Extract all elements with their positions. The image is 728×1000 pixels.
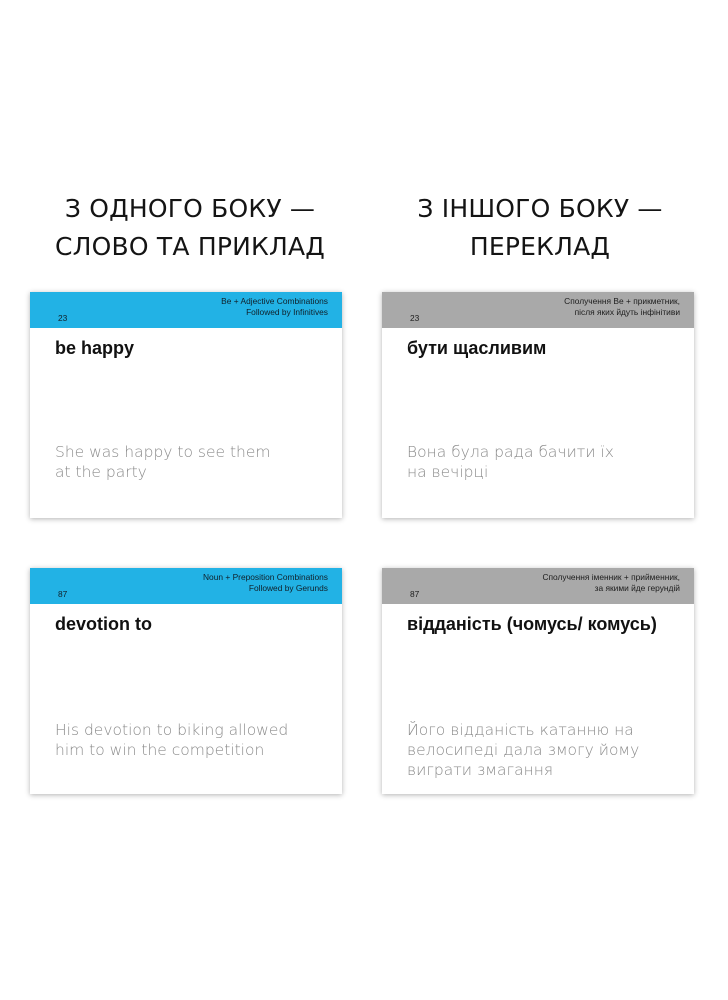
example-line: Вона була рада бачити їх — [407, 443, 614, 461]
flashcard-english-devotion-to — [30, 568, 342, 794]
category-line: після яких йдуть інфінітиви — [574, 307, 680, 317]
card-term: devotion to — [55, 614, 152, 634]
card-header — [382, 292, 694, 328]
heading-line: З ОДНОГО БОКУ — — [64, 194, 316, 223]
card-category — [221, 296, 328, 318]
heading-line: ПЕРЕКЛАД — [469, 232, 611, 261]
category-line: Сполучення іменник + прийменник, — [542, 572, 680, 582]
flashcard-translation-devotion-to — [382, 568, 694, 794]
example-line: виграти змагання — [407, 761, 554, 779]
card-category — [542, 572, 680, 594]
card-term: бути щасливим — [407, 338, 547, 358]
heading-line: З ІНШОГО БОКУ — — [417, 194, 663, 223]
category-line: Followed by Gerunds — [248, 583, 328, 593]
card-number: 23 — [410, 313, 420, 323]
category-line: Be + Adjective Combinations — [221, 296, 328, 306]
card-number: 23 — [58, 313, 68, 323]
heading-front-side — [20, 190, 360, 266]
example-line: His devotion to biking allowed — [55, 721, 289, 739]
example-line: at the party — [55, 463, 147, 481]
card-example — [407, 720, 639, 780]
example-line: велосипеді дала змогу йому — [407, 741, 640, 759]
card-header — [30, 292, 342, 328]
category-line: Сполучення Be + прикметник, — [564, 296, 680, 306]
card-term: відданість (чомусь/ комусь) — [407, 614, 657, 634]
card-category — [203, 572, 328, 594]
card-example — [55, 442, 271, 482]
heading-back-side — [370, 190, 710, 266]
flashcard-translation-be-happy — [382, 292, 694, 518]
flashcard-english-be-happy — [30, 292, 342, 518]
card-number: 87 — [58, 589, 68, 599]
example-line: him to win the competition — [55, 741, 265, 759]
card-category — [564, 296, 680, 318]
category-line: за якими йде герундій — [594, 583, 680, 593]
card-number: 87 — [410, 589, 420, 599]
heading-line: СЛОВО ТА ПРИКЛАД — [55, 232, 325, 261]
card-example — [407, 442, 614, 482]
card-example — [55, 720, 288, 760]
example-line: She was happy to see them — [55, 443, 271, 461]
example-line: Його відданість катанню на — [407, 721, 634, 739]
category-line: Noun + Preposition Combinations — [203, 572, 328, 582]
card-term: be happy — [55, 338, 135, 358]
category-line: Followed by Infinitives — [246, 307, 328, 317]
example-line: на вечірці — [407, 463, 489, 481]
card-header — [382, 568, 694, 604]
card-header — [30, 568, 342, 604]
